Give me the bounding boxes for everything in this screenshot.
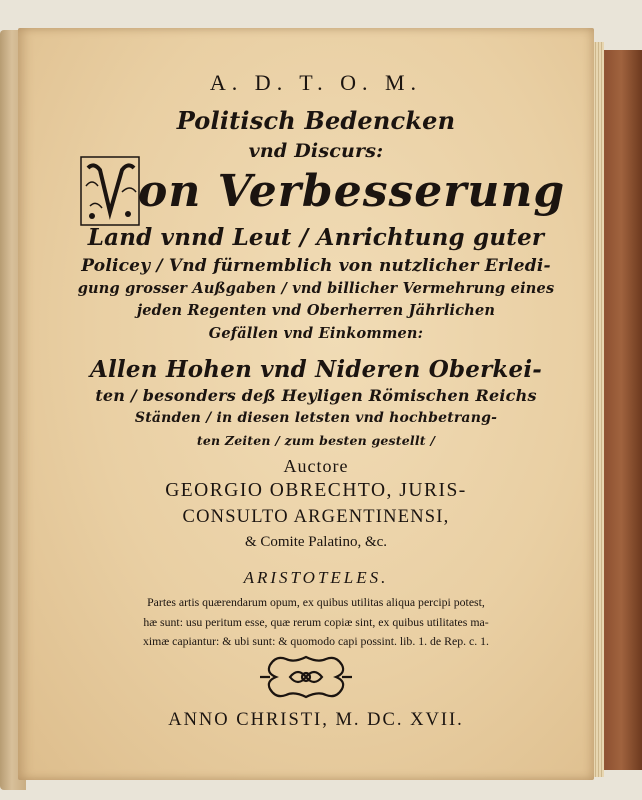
quote-line-2: hæ sunt: usu peritum esse, quæ rerum copiæ sint, ex quibus utilitates ma- bbox=[143, 615, 489, 629]
svg-text:V: V bbox=[109, 204, 111, 205]
decorated-initial-icon bbox=[80, 156, 140, 226]
title-line-4: Land vnnd Leut / Anrichtung guter bbox=[87, 224, 545, 251]
dedication-line-2: ten / besonders deß Heyligen Römischen Reichs bbox=[95, 386, 537, 405]
quote-line-3: ximæ capiantur: & ubi sunt: & quomodo capi possint. lib. 1. de Rep. c. 1. bbox=[142, 634, 489, 648]
dedication-line-1: Allen Hohen vnd Nideren Oberkei- bbox=[89, 356, 543, 383]
title-line-2: vnd Discurs: bbox=[248, 140, 384, 162]
dedication-line-3: Ständen / in diesen letsten vnd hochbetrang- bbox=[134, 410, 498, 426]
author-line-1: GEORGIO OBRECHTO, JURIS- bbox=[165, 480, 467, 501]
author-line-3: & Comite Palatino, &c. bbox=[244, 534, 388, 550]
auctore-label: Auctore bbox=[283, 456, 349, 476]
title-line-5: Policey / Vnd fürnemblich von nutzlicher Erledi- bbox=[81, 256, 551, 276]
quote-source: ARISTOTELES. bbox=[243, 568, 389, 587]
page-heading: A. D. T. O. M. bbox=[209, 70, 423, 95]
title-line-7: jeden Regenten vnd Oberherren Jährlichen bbox=[136, 302, 496, 319]
imprint-date: ANNO CHRISTI, M. DC. XVII. bbox=[168, 710, 464, 730]
dedication-line-4: ten Zeiten / zum besten gestellt / bbox=[196, 433, 436, 448]
title-page bbox=[18, 28, 594, 780]
author-line-2: CONSULTO ARGENTINENSI, bbox=[182, 507, 450, 527]
quote-line-1: Partes artis quærendarum opum, ex quibus utilitas aliqua percipi potest, bbox=[147, 595, 485, 609]
title-line-3: on Verbesserung bbox=[138, 166, 566, 217]
title-line-6: gung grosser Außgaben / vnd billicher Vermehrung eines bbox=[77, 280, 555, 297]
title-line-8: Gefällen vnd Einkommen: bbox=[208, 325, 424, 342]
title-line-1: Politisch Bedencken bbox=[176, 106, 456, 135]
printers-ornament-icon bbox=[256, 653, 356, 701]
